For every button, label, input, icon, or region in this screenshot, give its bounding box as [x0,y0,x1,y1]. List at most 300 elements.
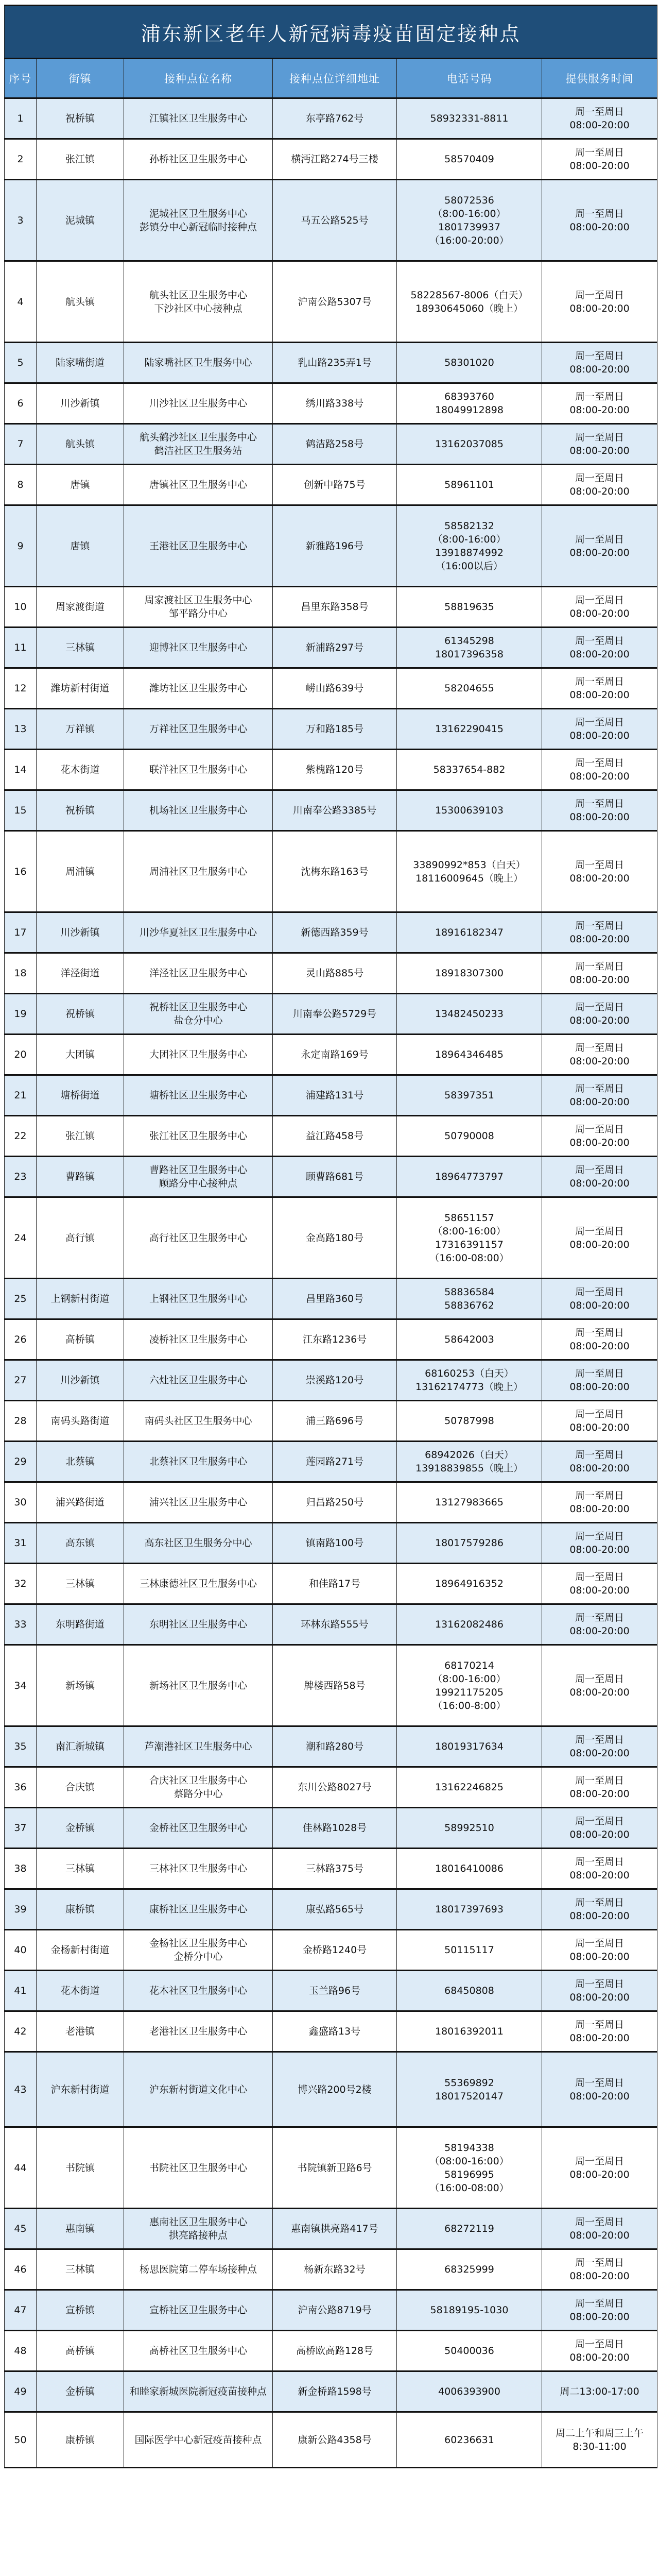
site-name-cell [124,505,273,587]
phone-cell [397,1767,542,1808]
row-number: 13 [5,709,37,750]
hours-cell-line: 08:00-20:00 [569,2270,630,2282]
town-cell: 惠南镇 [37,2209,124,2249]
phone-cell-line: 58570409 [444,154,494,165]
phone-cell [397,98,542,139]
hours-cell [542,343,657,383]
row-number: 11 [5,628,37,668]
phone-cell [397,1482,542,1523]
hours-cell-line: 周一至周日 [575,1083,625,1094]
town-cell: 川沙新镇 [37,912,124,953]
hours-cell-line: 08:00-20:00 [569,1015,630,1026]
phone-cell [397,790,542,831]
row-number: 34 [5,1645,37,1726]
phone-cell [397,1564,542,1604]
hours-cell-line: 周一至周日 [575,1449,625,1461]
phone-cell [397,831,542,912]
address-cell: 博兴路200号2楼 [273,2052,397,2127]
phone-cell [397,1116,542,1157]
hours-cell [542,2371,657,2412]
town-cell: 张江镇 [37,1116,124,1157]
site-name-cell-line: 洋泾社区卫生服务中心 [149,968,247,979]
site-name-cell-line: 花木社区卫生服务中心 [149,1985,247,1996]
site-name-cell-line: 周家渡社区卫生服务中心 [144,595,252,606]
phone-cell [397,1930,542,1971]
site-name-cell [124,709,273,750]
phone-cell [397,2371,542,2412]
address-cell: 马五公路525号 [273,180,397,261]
site-name-cell-line: 万祥社区卫生服务中心 [149,723,247,735]
phone-cell-line: 50115117 [444,1944,494,1956]
town-cell: 金桥镇 [37,1808,124,1849]
site-name-cell-line: 川沙社区卫生服务中心 [149,398,247,409]
hours-cell [542,1604,657,1645]
hours-cell-line: 周一至周日 [575,2019,625,2030]
address-cell: 书院镇新卫路6号 [273,2127,397,2209]
hours-cell-line: 08:00-20:00 [569,1096,630,1108]
phone-cell-line: 18918307300 [435,968,504,979]
vaccination-sites-table [4,5,657,2468]
site-name-cell [124,2371,273,2412]
town-cell: 万祥镇 [37,709,124,750]
hours-cell-line: 08:00-20:00 [569,1300,630,1311]
phone-cell-line: 68160253（白天） [425,1368,514,1379]
phone-cell [397,1889,542,1930]
hours-cell-line: 08:00-20:00 [569,934,630,945]
town-cell: 唐镇 [37,465,124,505]
row-number: 1 [5,98,37,139]
hours-cell-line: 周一至周日 [575,1856,625,1868]
site-name-cell-line: 塘桥社区卫生服务中心 [149,1090,247,1101]
phone-cell [397,383,542,424]
site-name-cell-line: 高东社区卫生服务分中心 [144,1537,252,1549]
hours-cell-line: 周一至周日 [575,2298,625,2309]
town-cell: 老港镇 [37,2011,124,2052]
phone-cell-line: 58204655 [444,683,494,694]
site-name-cell [124,1930,273,1971]
phone-cell-line: 58932331-8811 [430,113,509,124]
phone-cell [397,587,542,628]
address-cell: 顾曹路681号 [273,1157,397,1197]
hours-cell-line: 08:00-20:00 [569,771,630,782]
hours-cell-line: 周一至周日 [575,391,625,402]
site-name-cell-line: 唐镇社区卫生服务中心 [149,479,247,490]
hours-cell-line: 08:00-20:00 [569,1178,630,1189]
town-cell: 祝桥镇 [37,994,124,1035]
phone-cell-line: 60236631 [444,2434,494,2446]
phone-cell [397,1157,542,1197]
address-cell: 三林路375号 [273,1849,397,1889]
town-cell: 书院镇 [37,2127,124,2209]
row-number: 9 [5,505,37,587]
town-cell: 张江镇 [37,139,124,180]
row-number: 16 [5,831,37,912]
hours-cell-line: 周二13:00-17:00 [560,2386,639,2397]
phone-cell-line: 33890992*853（白天） [413,859,526,871]
site-name-cell [124,1564,273,1604]
site-name-cell-line: 孙桥社区卫生服务中心 [149,154,247,165]
hours-cell [542,2412,657,2468]
phone-cell [397,139,542,180]
hours-cell-line: 周一至周日 [575,635,625,647]
hours-cell [542,261,657,343]
phone-cell-line: 50790008 [444,1130,494,1142]
phone-cell-line: （08:00-16:00） [429,2155,509,2167]
town-cell: 南汇新城镇 [37,1726,124,1767]
hours-cell [542,1726,657,1767]
address-cell: 绣川路338号 [273,383,397,424]
hours-cell-line: 08:00-20:00 [569,1788,630,1800]
row-number: 43 [5,2052,37,2127]
phone-cell-line: 58337654-882 [433,764,506,775]
row-number: 14 [5,750,37,790]
town-cell: 祝桥镇 [37,98,124,139]
phone-cell-line: 13162082486 [435,1619,504,1630]
address-cell: 新雅路196号 [273,505,397,587]
site-name-cell [124,2127,273,2209]
site-name-cell-line: 凌桥社区卫生服务中心 [149,1334,247,1345]
phone-cell [397,261,542,343]
hours-cell-line: 08:00-20:00 [569,1239,630,1250]
hours-cell-line: 周一至周日 [575,595,625,606]
phone-cell [397,1849,542,1889]
site-name-cell-line: 周浦社区卫生服务中心 [149,866,247,877]
phone-cell-line: （8:00-16:00） [432,533,506,545]
hours-cell [542,1319,657,1360]
address-cell: 乳山路235弄1号 [273,343,397,383]
site-name-cell [124,424,273,465]
site-name-cell-line: 联洋社区卫生服务中心 [149,764,247,775]
table-row [5,1482,657,1523]
phone-cell [397,2290,542,2331]
row-number: 15 [5,790,37,831]
hours-cell [542,587,657,628]
table-row [5,424,657,465]
header-no: 序号 [5,59,37,98]
town-cell: 东明路街道 [37,1604,124,1645]
phone-cell-line: 13162246825 [435,1782,504,1793]
row-number: 41 [5,1971,37,2011]
town-cell: 三林镇 [37,1564,124,1604]
hours-cell-line: 周一至周日 [575,1409,625,1420]
phone-cell-line: 58072536 [444,194,494,206]
phone-cell [397,1645,542,1726]
hours-cell-line: 周一至周日 [575,533,625,545]
hours-cell-line: 08:00-20:00 [569,302,630,314]
phone-cell-line: 15300639103 [435,805,504,816]
hours-cell-line: 08:00-20:00 [569,2311,630,2323]
hours-cell [542,2290,657,2331]
phone-cell-line: 18017397693 [435,1904,504,1915]
table-row [5,505,657,587]
town-cell: 上钢新村街道 [37,1279,124,1319]
table-row [5,383,657,424]
site-name-cell [124,2412,273,2468]
hours-cell [542,1564,657,1604]
site-name-cell [124,750,273,790]
table-row [5,465,657,505]
site-name-cell-line: 迎博社区卫生服务中心 [149,642,247,653]
hours-cell-line: 周一至周日 [575,472,625,484]
row-number: 50 [5,2412,37,2468]
hours-cell-line: 周一至周日 [575,920,625,931]
address-cell: 浦三路696号 [273,1401,397,1442]
row-number: 2 [5,139,37,180]
hours-cell-line: 周一至周日 [575,1673,625,1685]
town-cell: 沪东新村街道 [37,2052,124,2127]
table-row [5,2331,657,2371]
table-row [5,2249,657,2290]
table-row [5,1889,657,1930]
phone-cell-line: 50400036 [444,2345,494,2357]
site-name-cell-line: 三林康德社区卫生服务中心 [139,1578,257,1589]
hours-cell [542,1767,657,1808]
hours-cell-line: 08:00-20:00 [569,160,630,172]
address-cell: 新浦路297号 [273,628,397,668]
phone-cell-line: 18017520147 [435,2090,504,2102]
hours-cell [542,2127,657,2209]
phone-cell-line: 18964346485 [435,1049,504,1060]
site-name-cell-line: 浦兴社区卫生服务中心 [149,1497,247,1508]
hours-cell [542,994,657,1035]
site-name-cell [124,1075,273,1116]
table-row [5,994,657,1035]
hours-cell-line: 08:00-20:00 [569,1585,630,1596]
hours-cell-line: 08:00-20:00 [569,1137,630,1148]
phone-cell-line: 58397351 [444,1090,494,1101]
site-name-cell [124,587,273,628]
site-name-cell [124,1889,273,1930]
row-number: 33 [5,1604,37,1645]
address-cell: 浦建路131号 [273,1075,397,1116]
address-cell: 杨新东路32号 [273,2249,397,2290]
table-row [5,953,657,994]
site-name-cell-line: 三林社区卫生服务中心 [149,1863,247,1874]
hours-cell-line: 周一至周日 [575,2338,625,2350]
table-row [5,1360,657,1401]
hours-cell-line: 周一至周日 [575,147,625,158]
phone-cell [397,2011,542,2052]
table-row [5,1035,657,1075]
address-cell: 万和路185号 [273,709,397,750]
address-cell: 沈梅东路163号 [273,831,397,912]
site-name-cell [124,1849,273,1889]
hours-cell-line: 08:00-20:00 [569,2168,630,2180]
site-name-cell-line: 康桥社区卫生服务中心 [149,1904,247,1915]
phone-cell [397,2249,542,2290]
row-number: 49 [5,2371,37,2412]
hours-cell-line: 周一至周日 [575,859,625,871]
phone-cell-line: 18964773797 [435,1171,504,1182]
phone-cell-line: 18930645060（晚上） [415,302,523,314]
hours-cell-line: 周一至周日 [575,757,625,769]
hours-cell-line: 08:00-20:00 [569,486,630,497]
site-name-cell [124,994,273,1035]
town-cell: 三林镇 [37,628,124,668]
phone-cell [397,1442,542,1482]
site-name-cell [124,1767,273,1808]
hours-cell [542,1889,657,1930]
hours-cell-line: 08:00-20:00 [569,547,630,558]
site-name-cell-line: 国际医学中心新冠疫苗接种点 [134,2434,262,2446]
phone-cell [397,750,542,790]
town-cell: 高桥镇 [37,2331,124,2371]
hours-cell-line: 周一至周日 [575,1042,625,1054]
phone-cell [397,1726,542,1767]
phone-cell [397,953,542,994]
hours-cell [542,1645,657,1726]
phone-cell-line: 13482450233 [435,1008,504,1020]
row-number: 20 [5,1035,37,1075]
hours-cell [542,1523,657,1564]
hours-cell [542,1442,657,1482]
town-cell: 合庆镇 [37,1767,124,1808]
address-cell: 新德西路359号 [273,912,397,953]
town-cell: 泥城镇 [37,180,124,261]
phone-cell-line: 68325999 [444,2264,494,2275]
town-cell: 花木街道 [37,750,124,790]
site-name-cell-line: 邹平路分中心 [168,608,228,619]
hours-cell-line: 08:00-20:00 [569,1992,630,2003]
table-row [5,1645,657,1726]
row-number: 28 [5,1401,37,1442]
table-row [5,2209,657,2249]
hours-cell [542,1482,657,1523]
phone-cell-line: （16:00以后） [436,560,503,572]
hours-cell-line: 08:00-20:00 [569,1829,630,1840]
phone-cell [397,1035,542,1075]
phone-cell-line: 58836584 [444,1286,494,1298]
phone-cell-line: 18049912898 [435,404,504,416]
address-cell: 东亭路762号 [273,98,397,139]
site-name-cell-line: 张江社区卫生服务中心 [149,1130,247,1142]
phone-cell-line: 58819635 [444,601,494,613]
address-cell: 康弘路565号 [273,1889,397,1930]
phone-cell [397,2052,542,2127]
header-site-name: 接种点位名称 [124,59,273,98]
site-name-cell [124,1442,273,1482]
phone-cell-line: 13918874992 [435,547,504,558]
row-number: 37 [5,1808,37,1849]
hours-cell-line: 08:00-20:00 [569,730,630,741]
town-cell: 唐镇 [37,505,124,587]
hours-cell [542,2249,657,2290]
address-cell: 崇溪路120号 [273,1360,397,1401]
hours-cell-line: 08:00-20:00 [569,1503,630,1515]
address-cell: 鑫盛路13号 [273,2011,397,2052]
hours-cell [542,1401,657,1442]
site-name-cell-line: 王港社区卫生服务中心 [149,540,247,552]
hours-cell [542,1360,657,1401]
row-number: 21 [5,1075,37,1116]
table-row [5,587,657,628]
phone-cell [397,1075,542,1116]
town-cell: 高桥镇 [37,1319,124,1360]
table-row [5,2127,657,2209]
site-name-cell-line: 曹路社区卫生服务中心 [149,1164,247,1176]
hours-cell-line: 周一至周日 [575,1775,625,1786]
hours-cell [542,1116,657,1157]
phone-cell-line: 58228567-8006（白天） [410,289,528,301]
site-name-cell [124,180,273,261]
table-row [5,912,657,953]
site-name-cell-line: 彭镇分中心新冠临时接种点 [139,221,257,233]
hours-cell-line: 08:00-20:00 [569,1422,630,1433]
hours-cell-line: 周一至周日 [575,208,625,219]
row-number: 12 [5,668,37,709]
phone-cell [397,505,542,587]
table-row [5,98,657,139]
row-number: 7 [5,424,37,465]
phone-cell [397,2412,542,2468]
address-cell: 惠南镇拱亮路417号 [273,2209,397,2249]
hours-cell-line: 08:00-20:00 [569,811,630,823]
hours-cell-line: 周一至周日 [575,106,625,117]
hours-cell-line: 周一至周日 [575,289,625,301]
hours-cell-line: 08:00-20:00 [569,1381,630,1393]
hours-cell-line: 周一至周日 [575,1734,625,1745]
site-name-cell-line: 合庆社区卫生服务中心 [149,1775,247,1786]
table-title: 浦东新区老年人新冠病毒疫苗固定接种点 [5,6,657,59]
phone-cell-line: 68450808 [444,1985,494,1996]
table-row [5,1564,657,1604]
address-cell: 归昌路250号 [273,1482,397,1523]
hours-cell-line: 周一至周日 [575,676,625,687]
phone-cell [397,668,542,709]
table-row [5,2371,657,2412]
hours-cell [542,465,657,505]
phone-cell-line: 1801739937 [438,221,500,233]
hours-cell [542,1197,657,1279]
site-name-cell-line: 六灶社区卫生服务中心 [149,1375,247,1386]
row-number: 32 [5,1564,37,1604]
site-name-cell [124,1971,273,2011]
site-name-cell-line: 大团社区卫生服务中心 [149,1049,247,1060]
phone-cell-line: 13127983665 [435,1497,504,1508]
site-name-cell-line: 机场社区卫生服务中心 [149,805,247,816]
hours-cell-line: 08:00-20:00 [569,1686,630,1698]
table-row [5,1849,657,1889]
row-number: 45 [5,2209,37,2249]
phone-cell-line: 68393760 [444,391,494,402]
hours-cell-line: 周一至周日 [575,1286,625,1298]
address-cell: 金桥路1240号 [273,1930,397,1971]
address-cell: 镇南路100号 [273,1523,397,1564]
address-cell: 灵山路885号 [273,953,397,994]
table-row [5,1767,657,1808]
hours-cell [542,912,657,953]
hours-cell-line: 08:00-20:00 [569,974,630,986]
row-number: 17 [5,912,37,953]
row-number: 39 [5,1889,37,1930]
site-name-cell [124,1726,273,1767]
address-cell: 江东路1236号 [273,1319,397,1360]
table-row [5,1319,657,1360]
town-cell: 周家渡街道 [37,587,124,628]
row-number: 29 [5,1442,37,1482]
table-row [5,2011,657,2052]
site-name-cell-line: 航头鹤沙社区卫生服务中心 [139,432,257,443]
hours-cell-line: 08:00-20:00 [569,1056,630,1067]
site-name-cell [124,1604,273,1645]
hours-cell-line: 周一至周日 [575,1164,625,1176]
hours-cell [542,139,657,180]
hours-cell-line: 08:00-20:00 [569,2090,630,2102]
phone-cell [397,343,542,383]
town-cell: 浦兴路街道 [37,1482,124,1523]
phone-cell-line: 18116009645（晚上） [415,872,523,884]
site-name-cell-line: 鹤洁社区卫生服务站 [154,445,242,456]
